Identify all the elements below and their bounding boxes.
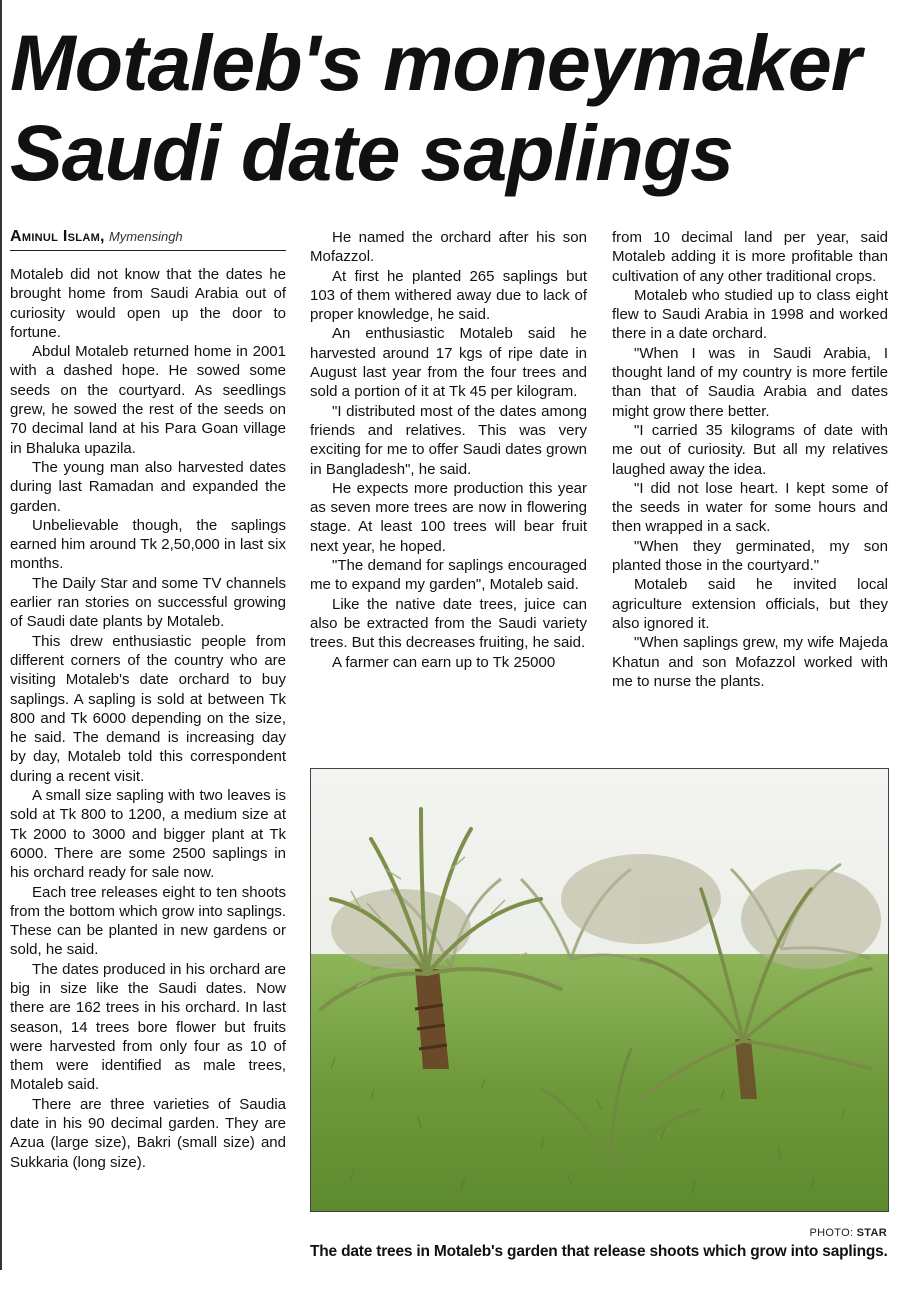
paragraph: Unbelievable though, the saplings earned him around Tk 2,50,000 in last six months. <box>10 516 286 573</box>
headline <box>10 18 890 198</box>
paragraph: A small size sapling with two leaves is sold at Tk 800 to 1200, a medium size at Tk 2000 to 3000 and bigger plant at Tk 6000. There are some 2500 saplings in his orchard ready for sale now. <box>10 787 286 882</box>
date-orchard-photo <box>310 768 889 1212</box>
paragraph: "When they germinated, my son planted those in the courtyard." <box>612 537 888 575</box>
byline-location: Mymensingh <box>108 229 183 244</box>
paragraph: This drew enthusiastic people from different corners of the country who are visiting Motaleb's date orchard to buy saplings. A sapling is sold at between Tk 800 and Tk 6000 depending on the size, he said. The demand is increasing day by day, Motaleb told this correspondent during a recent visit. <box>10 632 286 785</box>
page-left-border <box>0 0 2 1270</box>
paragraph: The Daily Star and some TV channels earlier ran stories on successful growing of Saudi date plants by Motaleb. <box>10 574 286 631</box>
paragraph: At first he planted 265 saplings but 103 of them withered away due to lack of proper knowledge, he said. <box>310 267 587 324</box>
paragraph: He named the orchard after his son Mofazzol. <box>310 229 587 266</box>
photo-caption: The date trees in Motaleb's garden that release shoots which grow into saplings. <box>310 1243 888 1260</box>
article-column-2 <box>310 228 587 672</box>
paragraph: "I distributed most of the dates among friends and relatives. This was very exciting for me to offer Saudi dates grown in Bangladesh", he said. <box>310 402 587 478</box>
paragraph: There are three varieties of Saudia date in his 90 decimal garden. They are Azua (large size), Bakri (small size) and Sukkaria (long size). <box>10 1095 286 1171</box>
orchard-illustration <box>311 769 888 1211</box>
paragraph: Motaleb did not know that the dates he brought home from Saudi Arabia out of curiosity would open up the door to fortune. <box>10 266 286 341</box>
paragraph: Abdul Motaleb returned home in 2001 with a dashed hope. He sowed some seeds on the courtyard. As seedlings grew, he sowed the rest of the seeds on 70 decimal land at his Para Goan village in Bhaluka upazila. <box>10 343 286 457</box>
byline <box>10 226 286 251</box>
headline-line-1: Motaleb's moneymaker <box>10 18 861 107</box>
paragraph: Like the native date trees, juice can also be extracted from the Saudi variety trees. But this decreases fruiting, he said. <box>310 595 587 652</box>
paragraph: from 10 decimal land per year, said Motaleb adding it is more profitable than cultivation of any other traditional crops. <box>612 229 888 285</box>
photo-credit <box>810 1227 887 1239</box>
paragraph: Motaleb who studied up to class eight flew to Saudi Arabia in 1998 and worked there in a date orchard. <box>612 286 888 343</box>
byline-author: Aminul Islam, <box>10 228 105 245</box>
paragraph: "I carried 35 kilograms of date with me out of curiosity. But all my relatives laughed away the idea. <box>612 421 888 478</box>
photo-credit-source: STAR <box>856 1227 887 1239</box>
article-column-3 <box>612 228 888 691</box>
paragraph: The dates produced in his orchard are big in size like the Saudi dates. Now there are 162 trees in his orchard. In last season, 14 trees bore flower but fruits were harvested from only four as 10 of them were identified as male trees, Motaleb said. <box>10 960 286 1094</box>
paragraph: The young man also harvested dates during last Ramadan and expanded the garden. <box>10 458 286 515</box>
photo-credit-prefix: PHOTO: <box>809 1227 854 1239</box>
headline-line-2: Saudi date saplings <box>10 108 733 197</box>
paragraph: He expects more production this year as seven more trees are now in flowering stage. At least 100 trees will bear fruit next year, he hoped. <box>310 479 587 555</box>
article-column-1 <box>10 265 286 1172</box>
paragraph: "When I was in Saudi Arabia, I thought land of my country is more fertile than that of Saudia Arabia and dates might grow there better. <box>612 344 888 420</box>
paragraph: "I did not lose heart. I kept some of the seeds in water for some hours and then wrapped in a sack. <box>612 479 888 536</box>
paragraph: "The demand for saplings encouraged me to expand my garden", Motaleb said. <box>310 557 587 594</box>
paragraph: Each tree releases eight to ten shoots from the bottom which grow into saplings. These can be planted in new gardens or sold, he said. <box>10 883 286 959</box>
paragraph: An enthusiastic Motaleb said he harvested around 17 kgs of ripe date in August last year from the four trees and sold a portion of it at Tk 45 per kilogram. <box>310 325 587 401</box>
paragraph: Motaleb said he invited local agriculture extension officials, but they also ignored it. <box>612 576 888 632</box>
paragraph: A farmer can earn up to Tk 25000 <box>332 653 556 671</box>
paragraph: "When saplings grew, my wife Majeda Khatun and son Mofazzol worked with me to nurse the plants. <box>612 634 888 690</box>
